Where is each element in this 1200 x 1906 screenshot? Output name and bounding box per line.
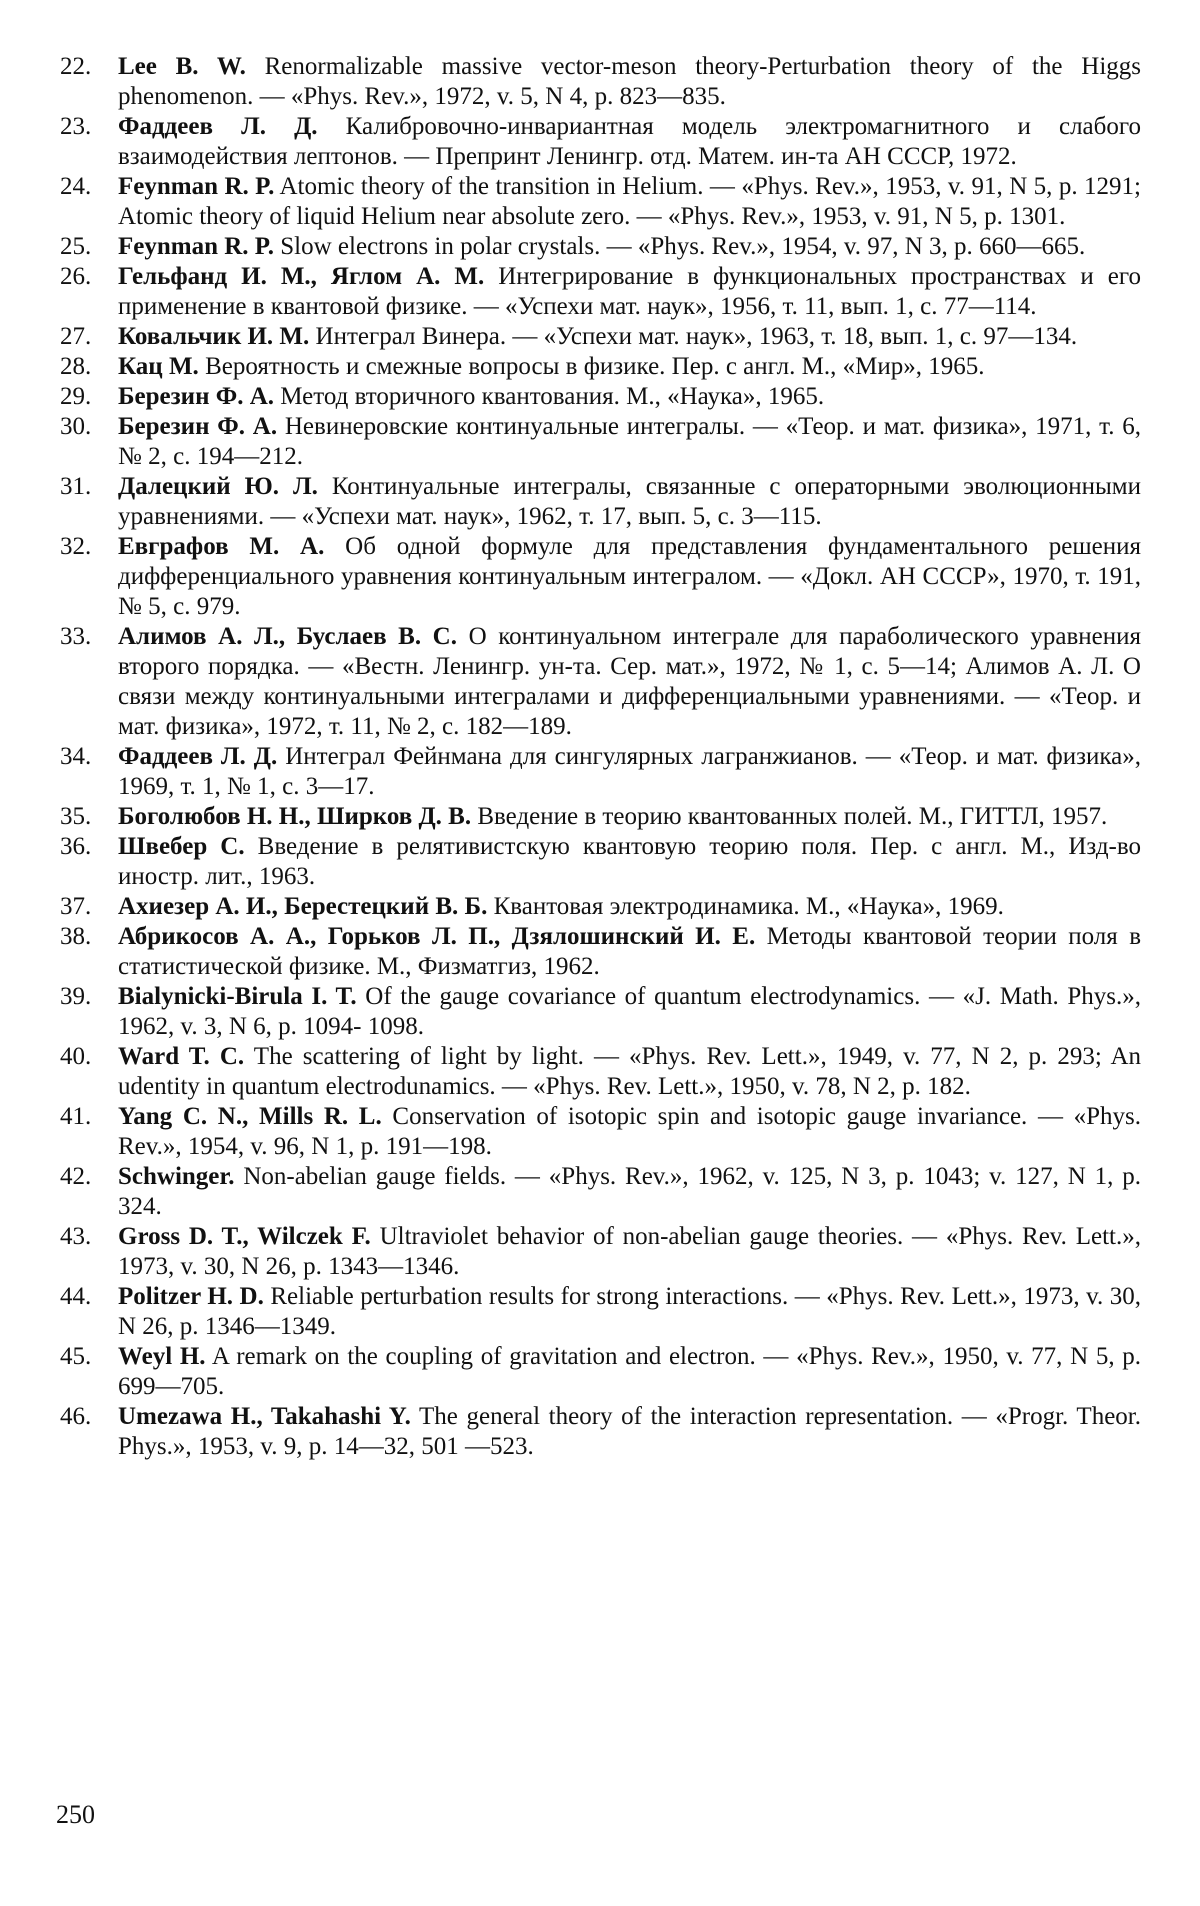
reference-body xyxy=(118,892,1145,922)
reference-text: Atomic theory of the transition in Helium. — «Phys. Rev.», 1953, v. 91, N 5, p. 1291; Atomic theory of liquid Helium near absolute zero. — «Phys. Rev.», 1953, v. 91, N 5, p. 1301. xyxy=(118,173,1142,230)
reference-text: Of the gauge covariance of quantum electrodynamics. — «J. Math. Phys.», 1962, v. 3, N 6, p. 1094- 1098. xyxy=(118,983,1141,1040)
reference-entry xyxy=(60,352,1145,382)
reference-entry xyxy=(60,1342,1145,1402)
reference-number: 41. xyxy=(60,1103,92,1130)
reference-text: Вероятность и смежные вопросы в физике. Пер. с англ. М., «Мир», 1965. xyxy=(205,353,985,380)
reference-authors: Евграфов М. А. xyxy=(118,533,325,560)
page-number: 250 xyxy=(56,1800,95,1829)
reference-entry xyxy=(60,382,1145,412)
reference-number: 27. xyxy=(60,323,92,350)
reference-number: 25. xyxy=(60,233,92,260)
reference-text: Калибровочно-инвариантная модель электромагнитного и слабого взаимодействия лептонов. — Препринт Ленингр. отд. Матем. ин-та АН СССР, 1972. xyxy=(118,113,1142,170)
reference-text: О континуальном интеграле для параболического уравнения второго порядка. — «Вестн. Ленингр. ун-та. Сер. мат.», 1972, № 1, с. 5—14; Алимов А. Л. О связи между континуальными интегралами и дифференциальными уравнениями. — «Теор. и мат. физика», 1972, т. 11, № 2, с. 182—189. xyxy=(118,623,1141,740)
reference-authors: Гельфанд И. М., Яглом А. М. xyxy=(118,263,485,290)
reference-authors: Ковальчик И. М. xyxy=(118,323,310,350)
reference-text: Интеграл Фейнмана для сингулярных лагранжианов. — «Теор. и мат. физика», 1969, т. 1, № 1, с. 3—17. xyxy=(118,743,1142,800)
reference-body xyxy=(118,322,1145,352)
reference-body xyxy=(118,112,1145,172)
reference-body xyxy=(118,1102,1145,1162)
reference-number: 30. xyxy=(60,413,92,440)
reference-body xyxy=(118,232,1145,262)
reference-body xyxy=(118,1222,1145,1282)
reference-authors: Ахиезер А. И., Берестецкий В. Б. xyxy=(118,893,488,920)
reference-entry xyxy=(60,622,1145,742)
reference-body xyxy=(118,982,1145,1042)
reference-number: 37. xyxy=(60,893,92,920)
reference-number: 32. xyxy=(60,533,92,560)
reference-number: 36. xyxy=(60,833,92,860)
reference-body xyxy=(118,262,1145,322)
reference-authors: Gross D. T., Wilczek F. xyxy=(118,1223,371,1250)
reference-authors: Алимов А. Л., Буслаев В. С. xyxy=(118,623,457,650)
reference-number: 24. xyxy=(60,173,92,200)
reference-authors: Фаддеев Л. Д. xyxy=(118,113,318,140)
reference-text: Интеграл Винера. — «Успехи мат. наук», 1963, т. 18, вып. 1, с. 97—134. xyxy=(315,323,1078,350)
reference-number: 43. xyxy=(60,1223,92,1250)
reference-entry xyxy=(60,262,1145,322)
reference-text: Renormalizable massive vector-meson theory-Perturbation theory of the Higgs phenomenon. — «Phys. Rev.», 1972, v. 5, N 4, p. 823—835. xyxy=(118,53,1142,110)
reference-number: 34. xyxy=(60,743,92,770)
reference-body xyxy=(118,1162,1145,1222)
reference-list xyxy=(60,52,1145,1462)
reference-authors: Ward T. C. xyxy=(118,1043,245,1070)
reference-text: Введение в релятивистскую квантовую теорию поля. Пер. с англ. М., Изд-во иностр. лит., 1963. xyxy=(118,833,1142,890)
reference-entry xyxy=(60,412,1145,472)
reference-entry xyxy=(60,532,1145,622)
reference-entry xyxy=(60,742,1145,802)
reference-text: Интегрирование в функциональных пространствах и его применение в квантовой физике. — «Успехи мат. наук», 1956, т. 11, вып. 1, с. 77—114. xyxy=(118,263,1141,320)
reference-entry xyxy=(60,1222,1145,1282)
reference-entry xyxy=(60,232,1145,262)
reference-number: 38. xyxy=(60,923,92,950)
reference-number: 45. xyxy=(60,1343,92,1370)
reference-authors: Боголюбов Н. Н., Ширков Д. В. xyxy=(118,803,472,830)
reference-body xyxy=(118,802,1145,832)
reference-body xyxy=(118,172,1145,232)
reference-authors: Bialynicki-Birula I. T. xyxy=(118,983,357,1010)
reference-text: Квантовая электродинамика. М., «Наука», 1969. xyxy=(493,893,1004,920)
reference-entry xyxy=(60,922,1145,982)
reference-entry xyxy=(60,1282,1145,1342)
reference-entry xyxy=(60,982,1145,1042)
reference-authors: Кац М. xyxy=(118,353,199,380)
reference-text: Reliable perturbation results for strong interactions. — «Phys. Rev. Lett.», 1973, v. 30, N 26, p. 1346—1349. xyxy=(118,1283,1141,1340)
reference-number: 44. xyxy=(60,1283,92,1310)
reference-body xyxy=(118,832,1145,892)
reference-authors: Далецкий Ю. Л. xyxy=(118,473,318,500)
reference-number: 42. xyxy=(60,1163,92,1190)
reference-body xyxy=(118,472,1145,532)
reference-text: Континуальные интегралы, связанные с операторными эволюционными уравнениями. — «Успехи мат. наук», 1962, т. 17, вып. 5, с. 3—115. xyxy=(118,473,1142,530)
reference-entry xyxy=(60,802,1145,832)
reference-text: Об одной формуле для представления фундаментального решения дифференциального уравнения континуальным интегралом. — «Докл. АН СССР», 1970, т. 191, № 5, с. 979. xyxy=(118,533,1142,620)
reference-entry xyxy=(60,322,1145,352)
reference-number: 39. xyxy=(60,983,92,1010)
reference-body xyxy=(118,382,1145,412)
reference-authors: Schwinger. xyxy=(118,1163,235,1190)
reference-authors: Швебер С. xyxy=(118,833,245,860)
reference-entry xyxy=(60,172,1145,232)
reference-text: A remark on the coupling of gravitation and electron. — «Phys. Rev.», 1950, v. 77, N 5, p. 699—705. xyxy=(118,1343,1142,1400)
reference-number: 31. xyxy=(60,473,92,500)
reference-entry xyxy=(60,892,1145,922)
reference-body xyxy=(118,352,1145,382)
reference-entry xyxy=(60,112,1145,172)
reference-text: Невинеровские континуальные интегралы. — «Теор. и мат. физика», 1971, т. 6, № 2, с. 194—212. xyxy=(118,413,1142,470)
reference-authors: Feynman R. P. xyxy=(118,233,275,260)
reference-body xyxy=(118,532,1145,622)
reference-text: Методы квантовой теории поля в статистической физике. М., Физматгиз, 1962. xyxy=(118,923,1142,980)
reference-number: 29. xyxy=(60,383,92,410)
reference-text: Введение в теорию квантованных полей. М., ГИТТЛ, 1957. xyxy=(477,803,1108,830)
reference-number: 40. xyxy=(60,1043,92,1070)
reference-body xyxy=(118,1042,1145,1102)
reference-body xyxy=(118,52,1145,112)
reference-entry xyxy=(60,1042,1145,1102)
reference-authors: Umezawa H., Takahashi Y. xyxy=(118,1403,411,1430)
reference-body xyxy=(118,412,1145,472)
reference-number: 28. xyxy=(60,353,92,380)
reference-authors: Yang C. N., Mills R. L. xyxy=(118,1103,382,1130)
reference-text: Non-abelian gauge fields. — «Phys. Rev.», 1962, v. 125, N 3, p. 1043; v. 127, N 1, p. 324. xyxy=(118,1163,1141,1220)
reference-authors: Lee B. W. xyxy=(118,53,246,80)
reference-text: The scattering of light by light. — «Phys. Rev. Lett.», 1949, v. 77, N 2, p. 293; An udentity in quantum electrodunamics. — «Phys. Rev. Lett.», 1950, v. 78, N 2, p. 182. xyxy=(118,1043,1141,1100)
reference-authors: Feynman R. P. xyxy=(118,173,275,200)
reference-number: 33. xyxy=(60,623,92,650)
reference-entry xyxy=(60,832,1145,892)
reference-body xyxy=(118,622,1145,742)
reference-text: Ultraviolet behavior of non-abelian gauge theories. — «Phys. Rev. Lett.», 1973, v. 30, N 26, p. 1343—1346. xyxy=(118,1223,1141,1280)
reference-entry xyxy=(60,1402,1145,1462)
reference-entry xyxy=(60,52,1145,112)
reference-entry xyxy=(60,472,1145,532)
reference-authors: Weyl H. xyxy=(118,1343,206,1370)
reference-body xyxy=(118,1342,1145,1402)
reference-authors: Фаддеев Л. Д. xyxy=(118,743,278,770)
reference-entry xyxy=(60,1162,1145,1222)
reference-text: Метод вторичного квантования. М., «Наука», 1965. xyxy=(280,383,825,410)
reference-number: 35. xyxy=(60,803,92,830)
reference-number: 26. xyxy=(60,263,92,290)
reference-number: 22. xyxy=(60,53,92,80)
reference-body xyxy=(118,742,1145,802)
reference-authors: Politzer H. D. xyxy=(118,1283,264,1310)
reference-number: 23. xyxy=(60,113,92,140)
reference-authors: Березин Ф. А. xyxy=(118,383,275,410)
reference-number: 46. xyxy=(60,1403,92,1430)
reference-entry xyxy=(60,1102,1145,1162)
reference-text: Conservation of isotopic spin and isotopic gauge invariance. — «Phys. Rev.», 1954, v. 96, N 1, p. 191—198. xyxy=(118,1103,1142,1160)
reference-text: Slow electrons in polar crystals. — «Phys. Rev.», 1954, v. 97, N 3, p. 660—665. xyxy=(280,233,1086,260)
reference-text: The general theory of the interaction representation. — «Progr. Theor. Phys.», 1953, v. 9, p. 14—32, 501 —523. xyxy=(118,1403,1141,1460)
reference-body xyxy=(118,922,1145,982)
reference-body xyxy=(118,1282,1145,1342)
reference-body xyxy=(118,1402,1145,1462)
reference-authors: Абрикосов А. А., Горьков Л. П., Дзялошинский И. Е. xyxy=(118,923,756,950)
reference-authors: Березин Ф. А. xyxy=(118,413,278,440)
